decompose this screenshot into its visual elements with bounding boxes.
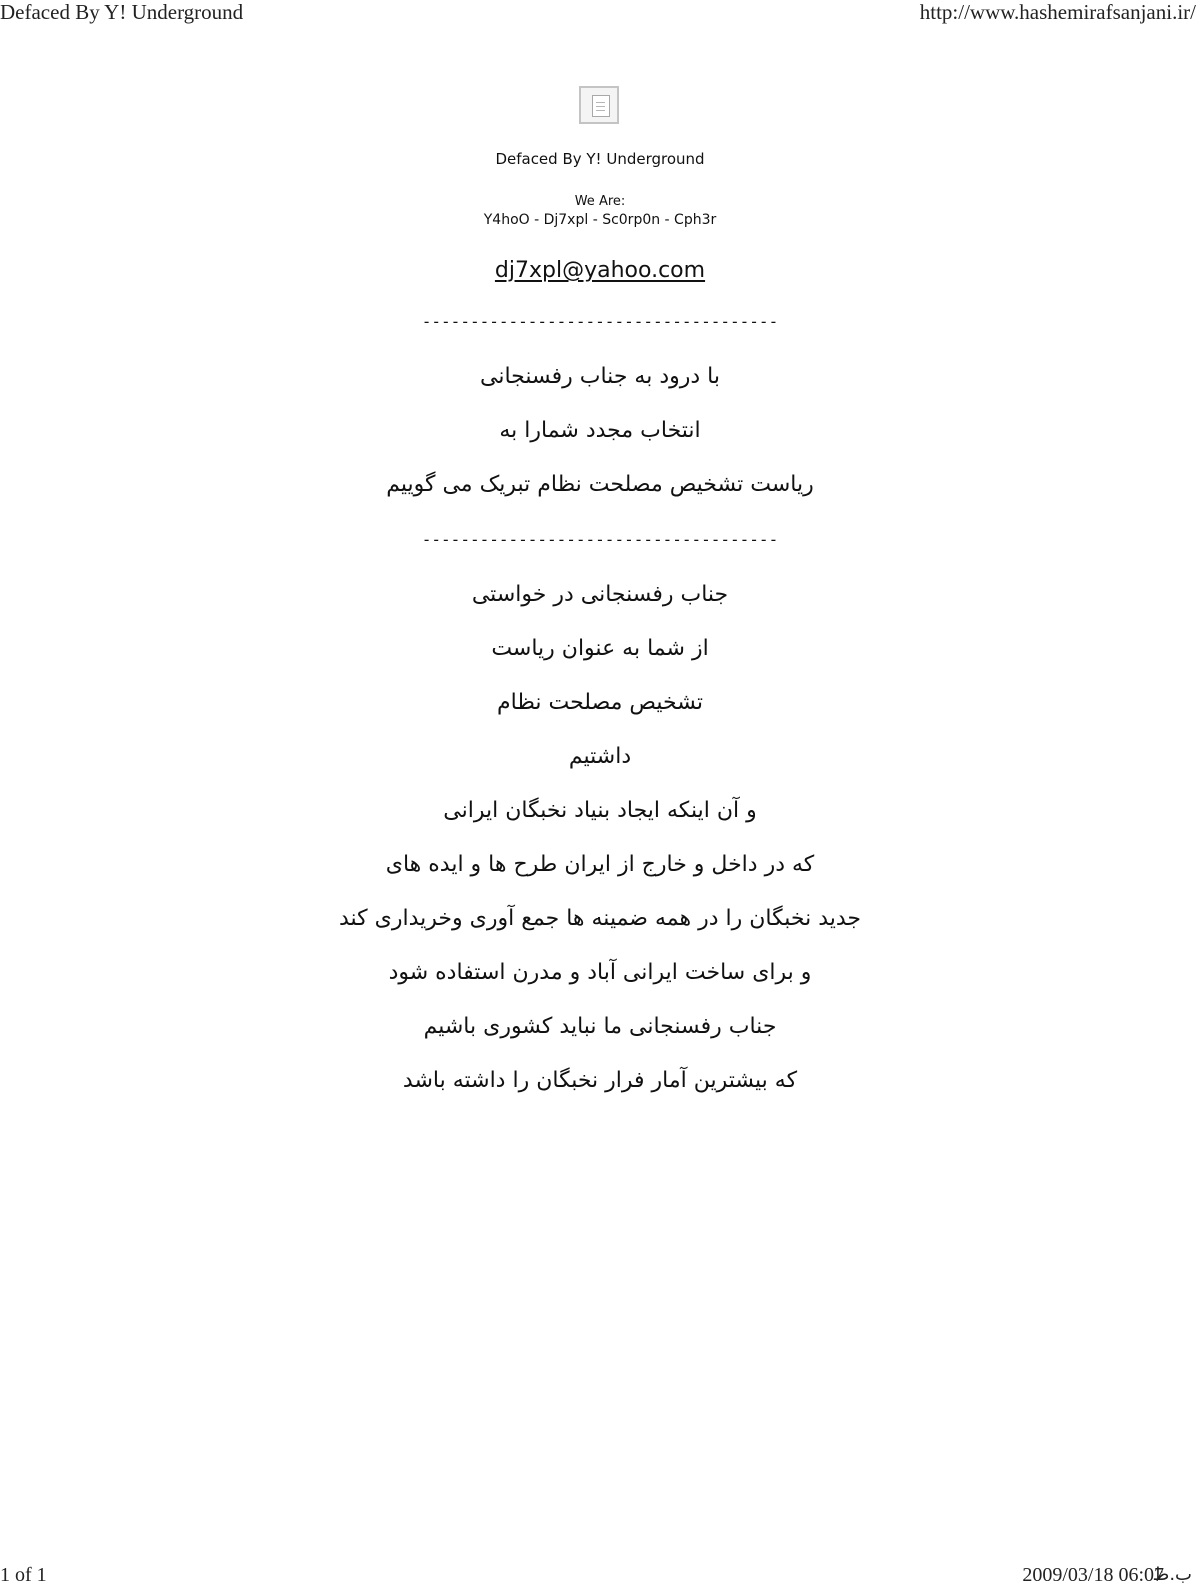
email-link[interactable]: dj7xpl@yahoo.com [494, 258, 706, 283]
message-line: که در داخل و خارج از ایران طرح ها و ایده های [385, 852, 815, 877]
greeting-line: ریاست تشخیص مصلحت نظام تبریک می گوییم [386, 472, 814, 497]
deface-title: Defaced By Y! Underground [495, 150, 705, 168]
greeting-line: با درود به جناب رفسنجانی [480, 364, 720, 389]
message-line: از شما به عنوان ریاست [491, 636, 709, 661]
print-header-title: Defaced By Y! Underground [0, 0, 244, 24]
we-are-label: We Are: [574, 194, 626, 209]
email-line [0, 257, 1200, 285]
divider-line: ------------------------------------- [421, 312, 779, 331]
greeting-line: انتخاب مجدد شمارا به [499, 418, 701, 443]
message-line: تشخیص مصلحت نظام [497, 690, 703, 715]
document-icon [592, 95, 610, 117]
print-header-url: http://www.hashemirafsanjani.ir/ [919, 0, 1196, 24]
divider-line: ------------------------------------- [421, 530, 779, 549]
print-footer-time-suffix: ب.ظ [1152, 1564, 1192, 1585]
print-footer-page-count: 1 of 1 [0, 1564, 47, 1586]
print-footer-timestamp: 2009/03/18 06:07 [1022, 1564, 1164, 1586]
broken-image-icon [579, 86, 619, 124]
message-line: جناب رفسنجانی در خواستی [471, 582, 729, 607]
message-line: جدید نخبگان را در همه ضمینه ها جمع آوری وخریداری کند [338, 906, 862, 931]
message-line: و برای ساخت ایرانی آباد و مدرن استفاده شود [388, 960, 812, 985]
message-line: که بیشترین آمار فرار نخبگان را داشته باشد [402, 1068, 798, 1093]
message-line: داشتیم [568, 744, 632, 769]
message-line: و آن اینکه ایجاد بنیاد نخبگان ایرانی [443, 798, 757, 823]
message-line: جناب رفسنجانی ما نباید کشوری باشیم [423, 1014, 777, 1039]
we-are-names: Y4hoO - Dj7xpl - Sc0rp0n - Cph3r [483, 212, 717, 228]
